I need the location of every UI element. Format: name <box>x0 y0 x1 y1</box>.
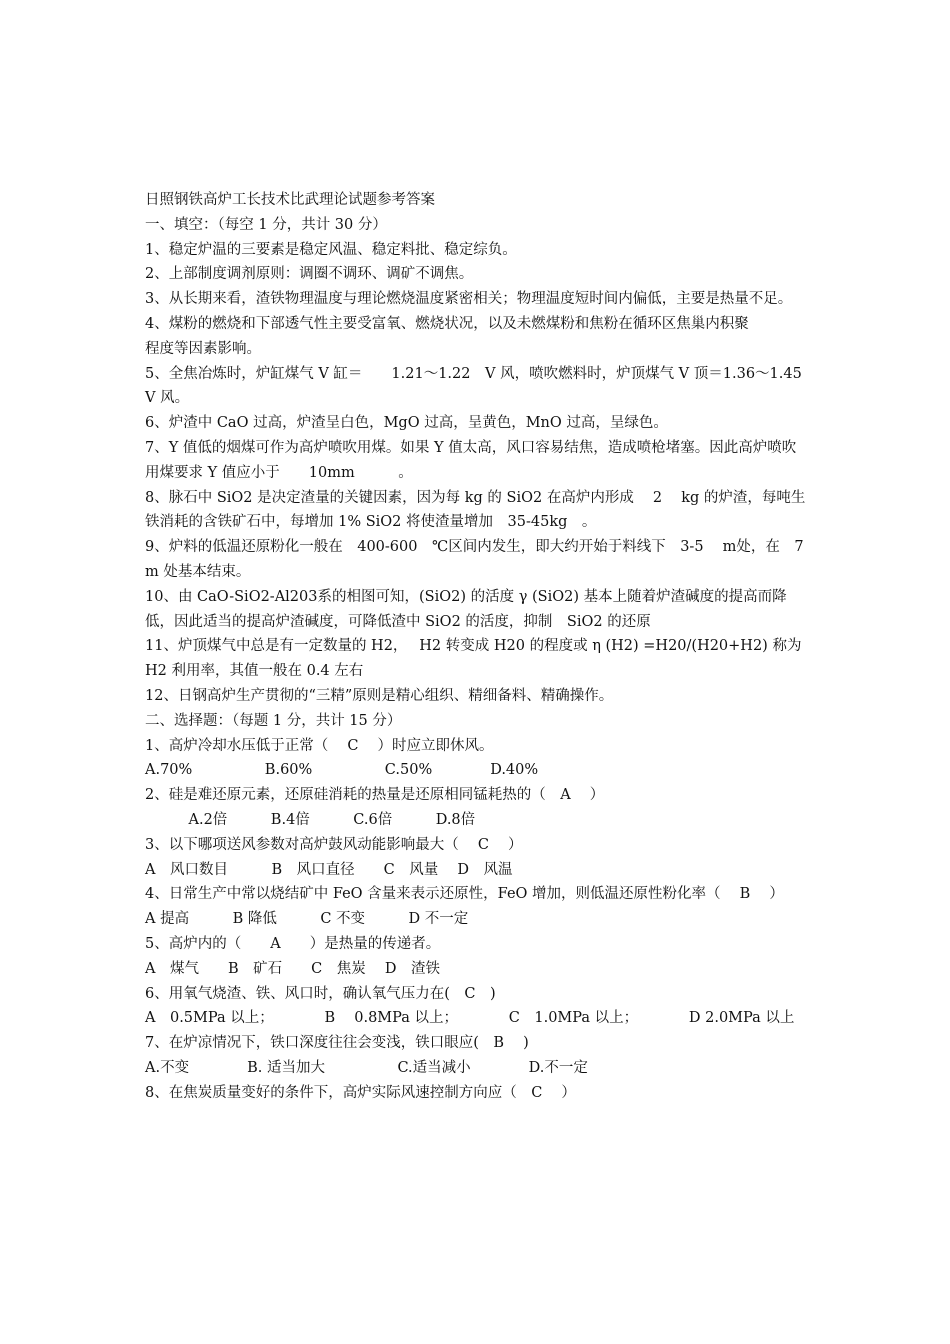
choice-question: 4、日常生产中常以烧结矿中 FeO 含量来表示还原性，FeO 增加，则低温还原性粉化率（ B ） <box>145 886 784 903</box>
choice-options: A.不变 B. 适当加大 C.适当减小 D.不一定 <box>145 1059 588 1076</box>
fill-item: 7、Y 值低的烟煤可作为高炉喷吹用煤。如果 Y 值太高，风口容易结焦，造成喷枪堵塞。因此高炉喷吹用煤要求 Y 值应小于 10mm 。 <box>145 439 797 481</box>
fill-item: 3、从长期来看，渣铁物理温度与理论燃烧温度紧密相关；物理温度短时间内偏低，主要是热量不足。 <box>145 291 793 308</box>
choice-question: 8、在焦炭质量变好的条件下，高炉实际风速控制方向应（ C ） <box>145 1084 576 1101</box>
fill-item: 12、日钢高炉生产贯彻的“三精”原则是精心组织、精细备料、精确操作。 <box>145 687 614 704</box>
fill-item: 4、煤粉的燃烧和下部透气性主要受富氧、燃烧状况，以及未燃煤粉和焦粉在循环区焦巢内积聚 <box>145 315 749 332</box>
section1-heading: 一、填空：（每空 1 分，共计 30 分） <box>145 216 387 233</box>
fill-item-continuation: 程度等因素影响。 <box>145 340 261 357</box>
choice-options: A 风口数目 B 风口直径 C 风量 D 风温 <box>145 861 513 878</box>
fill-item: 2、上部制度调剂原则：调圈不调环、调矿不调焦。 <box>145 266 474 283</box>
choice-question: 7、在炉凉情况下，铁口深度往往会变浅，铁口眼应( B ) <box>145 1035 529 1052</box>
choice-question: 3、以下哪项送风参数对高炉鼓风动能影响最大（ C ） <box>145 836 523 853</box>
document-title: 日照钢铁高炉工长技术比武理论试题参考答案 <box>145 192 435 208</box>
fill-item: 1、稳定炉温的三要素是稳定风温、稳定料批、稳定综负。 <box>145 241 517 258</box>
answer-document <box>145 188 819 1105</box>
choice-question: 6、用氧气烧渣、铁、风口时，确认氧气压力在( C ) <box>145 985 496 1002</box>
fill-item: 8、脉石中 SiO2 是决定渣量的关键因素，因为每 kg 的 SiO2 在高炉内形成 2 kg 的炉渣，每吨生铁消耗的含铁矿石中，每增加 1% SiO2 将使渣量增加 35-45kg 。 <box>145 489 806 531</box>
fill-item: 9、炉料的低温还原粉化一般在 400-600 ℃区间内发生，即大约开始于料线下 3-5 m处，在 7 m 处基本结束。 <box>145 539 819 580</box>
choice-options: A 提高 B 降低 C 不变 D 不一定 <box>145 911 469 928</box>
fill-item: 11、炉顶煤气中总是有一定数量的 H2， H2 转变成 H20 的程度或 η (H2) =H20/(H20+H2) 称为 H2 利用率，其值一般在 0.4 左右 <box>145 638 807 680</box>
choice-options: A.70% B.60% C.50% D.40% <box>145 762 539 779</box>
choice-options: A.2倍 B.4倍 C.6倍 D.8倍 <box>145 811 476 828</box>
choice-question: 5、高炉内的（ A ）是热量的传递者。 <box>145 935 441 952</box>
fill-item: 6、炉渣中 CaO 过高，炉渣呈白色，MgO 过高，呈黄色，MnO 过高，呈绿色。 <box>145 415 668 432</box>
choice-question: 2、硅是难还原元素，还原硅消耗的热量是还原相同锰耗热的（ A ） <box>145 787 605 804</box>
fill-item: 5、全焦冶炼时，炉缸煤气 V 缸＝ 1.21～1.22 V 风，喷吹燃料时，炉顶煤气 V 顶＝1.36～1.45 V 风。 <box>145 365 817 407</box>
choice-question: 1、高炉冷却水压低于正常（ C ）时应立即休风。 <box>145 737 494 754</box>
choice-options: A 0.5MPa 以上； B 0.8MPa 以上； C 1.0MPa 以上； D 2.0MPa 以上 <box>145 1010 795 1027</box>
fill-item: 10、由 CaO-SiO2-Al203系的相图可知，(SiO2) 的活度 γ (SiO2) 基本上随着炉渣碱度的提高而降低，因此适当的提高炉渣碱度，可降低渣中 SiO2 的活度，抑制 SiO2 的还原 <box>145 588 787 630</box>
section2-heading: 二、选择题：（每题 1 分，共计 15 分） <box>145 712 402 729</box>
choice-options: A 煤气 B 矿石 C 焦炭 D 渣铁 <box>145 960 440 977</box>
